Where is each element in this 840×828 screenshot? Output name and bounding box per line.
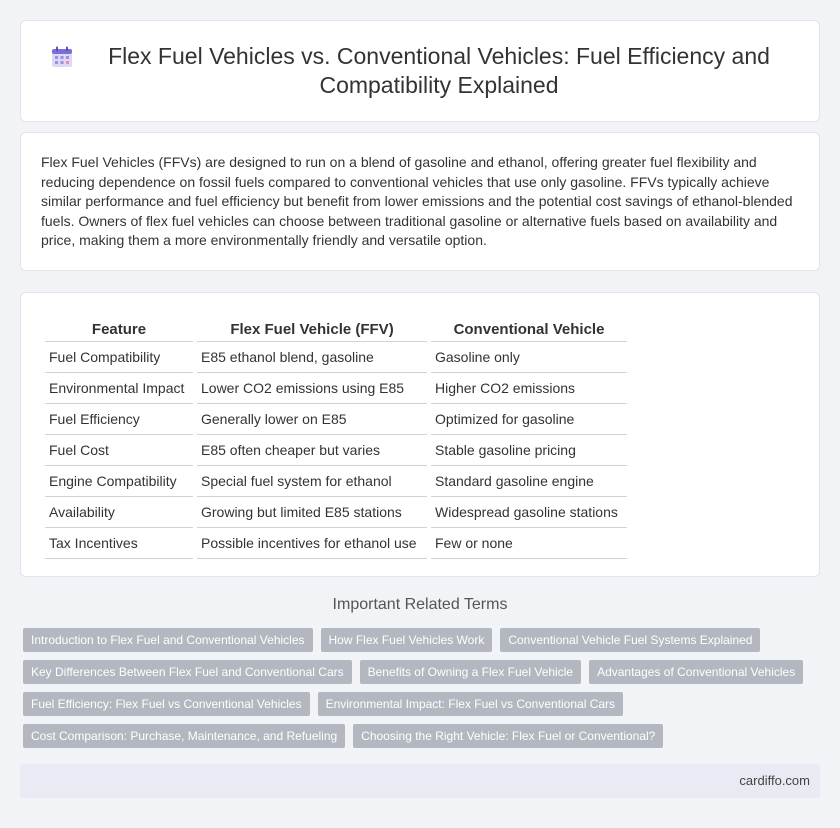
table-cell: Generally lower on E85 (197, 404, 427, 435)
table-cell: E85 often cheaper but varies (197, 435, 427, 466)
table-cell: Gasoline only (431, 342, 627, 373)
table-header-row (45, 313, 627, 342)
header (21, 21, 819, 121)
footer-site-name: cardiffo.com (739, 773, 810, 788)
table-row (45, 528, 627, 559)
related-term-link[interactable]: Conventional Vehicle Fuel Systems Explained (500, 628, 760, 652)
table-cell: Environmental Impact (45, 373, 193, 404)
intro-paragraph: Flex Fuel Vehicles (FFVs) are designed to run on a blend of gasoline and ethanol, offering greater fuel flexibility and reducing dependence on fossil fuels compared to conventional vehicles that use only gasoline. FFVs typically achieve similar performance and fuel efficiency but benefit from lower emissions and the potential cost savings of ethanol-blended fuels. Owners of flex fuel vehicles can choose between traditional gasoline or alternative fuels based on availability and price, making them a more environmentally friendly and versatile option. (41, 154, 793, 248)
related-terms-tags (23, 628, 823, 748)
table-row (45, 373, 627, 404)
related-term-link[interactable]: How Flex Fuel Vehicles Work (321, 628, 493, 652)
related-term-link[interactable]: Benefits of Owning a Flex Fuel Vehicle (360, 660, 581, 684)
table-row (45, 404, 627, 435)
table-cell: Tax Incentives (45, 528, 193, 559)
table-cell: Fuel Efficiency (45, 404, 193, 435)
table-cell: Stable gasoline pricing (431, 435, 627, 466)
footer (20, 764, 820, 798)
related-term-link[interactable]: Fuel Efficiency: Flex Fuel vs Conventional Vehicles (23, 692, 310, 716)
table-cell: Lower CO2 emissions using E85 (197, 373, 427, 404)
comparison-table (41, 313, 631, 559)
table-cell: Availability (45, 497, 193, 528)
related-term-link[interactable]: Key Differences Between Flex Fuel and Conventional Cars (23, 660, 352, 684)
table-cell: Engine Compatibility (45, 466, 193, 497)
table-cell: Optimized for gasoline (431, 404, 627, 435)
related-term-link[interactable]: Introduction to Flex Fuel and Conventional Vehicles (23, 628, 313, 652)
table-cell: Fuel Cost (45, 435, 193, 466)
column-header-conventional: Conventional Vehicle (431, 313, 627, 342)
table-cell: Fuel Compatibility (45, 342, 193, 373)
table-cell: Widespread gasoline stations (431, 497, 627, 528)
table-row (45, 342, 627, 373)
related-term-link[interactable]: Advantages of Conventional Vehicles (589, 660, 803, 684)
header-card (20, 20, 820, 122)
page-title: Flex Fuel Vehicles vs. Conventional Vehicles: Fuel Efficiency and Compatibility Explained (108, 43, 770, 98)
table-row (45, 466, 627, 497)
calendar-icon (51, 46, 73, 68)
table-cell: Special fuel system for ethanol (197, 466, 427, 497)
table-cell: Higher CO2 emissions (431, 373, 627, 404)
table-row (45, 435, 627, 466)
related-term-link[interactable]: Cost Comparison: Purchase, Maintenance, and Refueling (23, 724, 345, 748)
intro-card (20, 132, 820, 271)
table-cell: Growing but limited E85 stations (197, 497, 427, 528)
related-terms-title: Important Related Terms (332, 596, 508, 613)
related-term-link[interactable]: Environmental Impact: Flex Fuel vs Conventional Cars (318, 692, 623, 716)
column-header-ffv: Flex Fuel Vehicle (FFV) (197, 313, 427, 342)
table-cell: E85 ethanol blend, gasoline (197, 342, 427, 373)
column-header-feature: Feature (45, 313, 193, 342)
table-cell: Few or none (431, 528, 627, 559)
table-row (45, 497, 627, 528)
table-cell: Possible incentives for ethanol use (197, 528, 427, 559)
comparison-card (20, 292, 820, 577)
related-term-link[interactable]: Choosing the Right Vehicle: Flex Fuel or Conventional? (353, 724, 663, 748)
table-cell: Standard gasoline engine (431, 466, 627, 497)
